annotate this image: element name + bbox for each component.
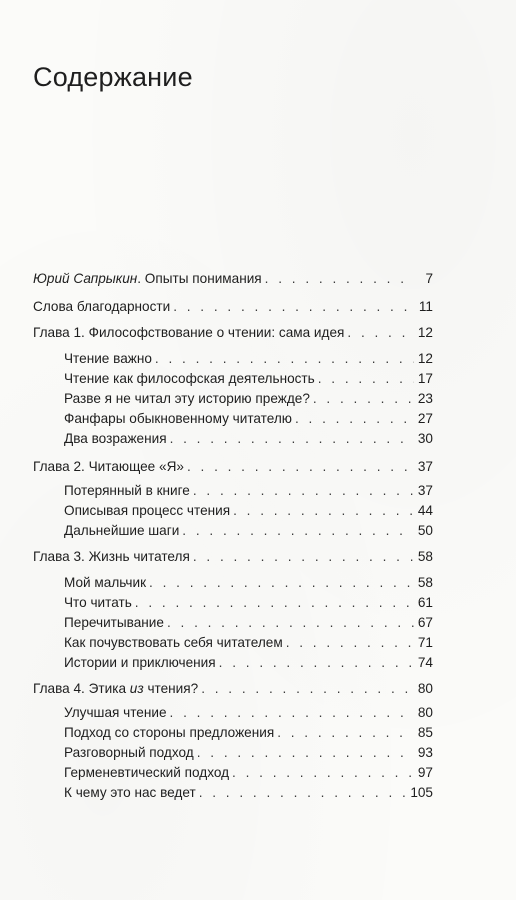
toc-page-number: 23 bbox=[417, 391, 433, 406]
toc-subentry[interactable] bbox=[64, 372, 433, 388]
toc-entry-title-text: Глава 4. Этика bbox=[33, 681, 130, 696]
toc-entry-title-text: Чтение как философская деятельность bbox=[64, 371, 315, 386]
toc-entry-title bbox=[64, 392, 310, 406]
dot-leader bbox=[170, 706, 414, 720]
toc-subentry[interactable] bbox=[64, 412, 433, 428]
toc-entry-title bbox=[64, 786, 196, 800]
page-title: Содержание bbox=[33, 62, 193, 92]
dot-leader bbox=[170, 432, 414, 446]
toc-page-number: 11 bbox=[418, 299, 433, 314]
toc-entry-title-text: Слова благодарности bbox=[33, 299, 171, 314]
dot-leader bbox=[135, 596, 414, 610]
toc-entry-title bbox=[64, 484, 190, 498]
toc-entry-title bbox=[64, 596, 132, 610]
toc-page-number: 80 bbox=[417, 705, 433, 720]
toc-page-number: 12 bbox=[417, 351, 433, 366]
toc-entry-title bbox=[64, 726, 274, 740]
toc-entry-title-text: Улучшая чтение bbox=[64, 705, 167, 720]
toc-entry-title-text: Два возражения bbox=[64, 431, 167, 446]
toc-page-number: 50 bbox=[417, 523, 433, 538]
toc-subentry[interactable] bbox=[64, 596, 433, 612]
toc-entry-title bbox=[64, 372, 315, 386]
toc-subentry[interactable] bbox=[64, 576, 433, 592]
dot-leader bbox=[182, 524, 414, 538]
toc-entry-title-text: Чтение важно bbox=[64, 351, 152, 366]
toc-entry-title bbox=[33, 300, 170, 314]
toc-subentry[interactable] bbox=[64, 706, 433, 722]
toc-entry-title-text: Глава 2. Читающее «Я» bbox=[33, 459, 184, 474]
toc-page-number: 61 bbox=[417, 595, 433, 610]
toc-subentry[interactable] bbox=[64, 726, 433, 742]
toc-entry-title-text: Разве я не читал эту историю прежде? bbox=[64, 391, 310, 406]
toc-subentry[interactable] bbox=[64, 636, 433, 652]
toc-entry-title bbox=[64, 504, 230, 518]
dot-leader bbox=[318, 372, 414, 386]
dot-leader bbox=[313, 392, 414, 406]
toc-subentry[interactable] bbox=[64, 766, 433, 782]
toc-entry-title bbox=[64, 616, 164, 630]
toc-entry-title bbox=[64, 706, 167, 720]
toc-entry[interactable] bbox=[33, 326, 433, 342]
toc-subentry[interactable] bbox=[64, 786, 433, 802]
toc-page-number: 80 bbox=[417, 681, 433, 696]
toc-subentry[interactable] bbox=[64, 484, 433, 500]
toc-entry[interactable] bbox=[33, 300, 433, 316]
dot-leader bbox=[193, 550, 414, 564]
toc-entry-author: Юрий Сапрыкин bbox=[33, 271, 138, 286]
toc-page-number: 58 bbox=[417, 549, 433, 564]
toc-entry-title-text: Глава 3. Жизнь читателя bbox=[33, 549, 190, 564]
toc-entry-title bbox=[33, 550, 190, 564]
toc-entry-title bbox=[33, 682, 198, 696]
toc-entry-title-text: Перечитывание bbox=[64, 615, 164, 630]
toc-subentry[interactable] bbox=[64, 524, 433, 540]
toc-page-number: 97 bbox=[417, 765, 433, 780]
toc-entry-title-text: Подход со стороны предложения bbox=[64, 725, 275, 740]
dot-leader bbox=[193, 484, 414, 498]
toc-entry-title bbox=[64, 412, 292, 426]
toc-entry-title bbox=[64, 576, 146, 590]
dot-leader bbox=[295, 412, 414, 426]
toc-entry-title bbox=[64, 746, 194, 760]
dot-leader bbox=[167, 616, 414, 630]
dot-leader bbox=[232, 766, 414, 780]
dot-leader bbox=[187, 460, 414, 474]
toc-entry-title bbox=[64, 656, 216, 670]
toc-page-number: 7 bbox=[425, 271, 433, 286]
toc-page-number: 44 bbox=[417, 503, 433, 518]
toc-page-number: 30 bbox=[417, 431, 433, 446]
toc-entry-title-text: К чему это нас ведет bbox=[64, 785, 196, 800]
toc-page-number: 74 bbox=[417, 655, 433, 670]
toc-page-number: 27 bbox=[417, 411, 433, 426]
toc-entry-title bbox=[64, 524, 179, 538]
toc-entry-title bbox=[64, 352, 152, 366]
dot-leader bbox=[201, 682, 414, 696]
toc-entry[interactable] bbox=[33, 272, 433, 288]
toc-entry-title-emphasis: из bbox=[129, 681, 144, 696]
toc-entry-title-text: Фанфары обыкновенному читателю bbox=[64, 411, 292, 426]
toc-page-number: 85 bbox=[417, 725, 433, 740]
toc-entry[interactable] bbox=[33, 550, 433, 566]
toc-entry-title-text: Истории и приключения bbox=[64, 655, 216, 670]
toc-entry-title-text: Герменевтический подход bbox=[64, 765, 230, 780]
toc-entry-title-text: Описывая процесс чтения bbox=[64, 503, 231, 518]
dot-leader bbox=[277, 726, 414, 740]
dot-leader bbox=[347, 326, 414, 340]
toc-subentry[interactable] bbox=[64, 432, 433, 448]
toc-subentry[interactable] bbox=[64, 504, 433, 520]
toc-page-number: 37 bbox=[417, 483, 433, 498]
toc-page-number: 12 bbox=[417, 325, 433, 340]
dot-leader bbox=[219, 656, 414, 670]
toc-entry-title-text: Дальнейшие шаги bbox=[64, 523, 180, 538]
dot-leader bbox=[173, 300, 414, 314]
toc-entry-title-rest: чтения? bbox=[143, 681, 199, 696]
dot-leader bbox=[233, 504, 414, 518]
toc-page-number: 105 bbox=[410, 785, 433, 800]
toc-entry-title bbox=[33, 460, 184, 474]
dot-leader bbox=[265, 272, 414, 286]
toc-entry-title-text: Как почувствовать себя читателем bbox=[64, 635, 283, 650]
dot-leader bbox=[149, 576, 414, 590]
dot-leader bbox=[197, 746, 414, 760]
dot-leader bbox=[286, 636, 414, 650]
toc-entry-title bbox=[64, 766, 229, 780]
toc-entry-title bbox=[64, 636, 283, 650]
toc-entry[interactable] bbox=[33, 460, 433, 476]
toc-page-number: 71 bbox=[417, 635, 433, 650]
toc-entry-title-text: Мой мальчик bbox=[64, 575, 147, 590]
toc-entry-title bbox=[33, 272, 262, 286]
toc-entry[interactable] bbox=[33, 682, 433, 698]
toc-entry-title-text: Глава 1. Философствование о чтении: сама идея bbox=[33, 325, 345, 340]
toc-entry-title bbox=[33, 326, 344, 340]
toc-page-number: 93 bbox=[417, 745, 433, 760]
toc-page-number: 58 bbox=[417, 575, 433, 590]
toc-subentry[interactable] bbox=[64, 616, 433, 632]
toc-entry-title-text: . Опыты понимания bbox=[137, 271, 262, 286]
toc-subentry[interactable] bbox=[64, 392, 433, 408]
toc-entry-title-text: Разговорный подход bbox=[64, 745, 194, 760]
dot-leader bbox=[199, 786, 408, 800]
toc-page-number: 37 bbox=[417, 459, 433, 474]
toc-subentry[interactable] bbox=[64, 352, 433, 368]
toc-subentry[interactable] bbox=[64, 746, 433, 762]
toc-entry-title-text: Потерянный в книге bbox=[64, 483, 190, 498]
dot-leader bbox=[155, 352, 414, 366]
toc-subentry[interactable] bbox=[64, 656, 433, 672]
toc-entry-title-text: Что читать bbox=[64, 595, 132, 610]
toc-page-number: 17 bbox=[417, 371, 433, 386]
toc-entry-title bbox=[64, 432, 167, 446]
toc-page-number: 67 bbox=[417, 615, 433, 630]
